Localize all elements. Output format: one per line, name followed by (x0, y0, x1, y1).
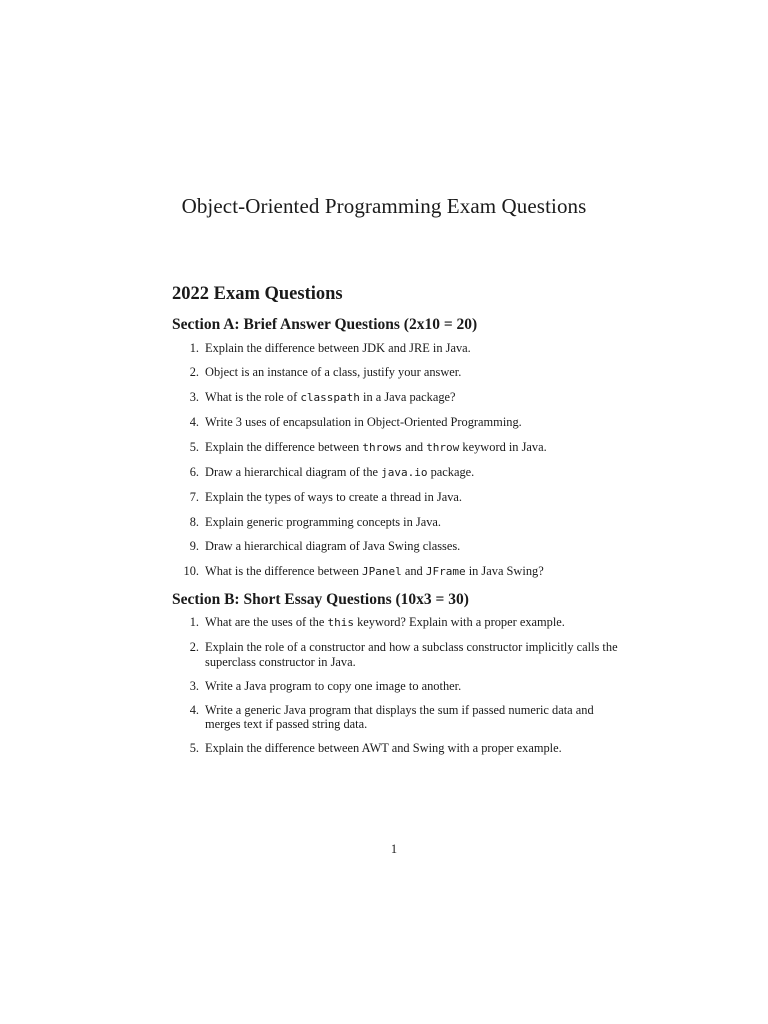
question-text-run: Explain generic programming concepts in Java. (205, 514, 442, 529)
exam-year-heading: 2022 Exam Questions (172, 284, 343, 304)
question-number: 3. (189, 389, 199, 404)
question-item (172, 615, 622, 631)
question-number: 2. (189, 640, 199, 655)
document-title: Object-Oriented Programming Exam Questions (181, 194, 587, 218)
question-text (205, 515, 441, 529)
question-item (172, 365, 622, 380)
question-text-run: keyword in Java. (459, 439, 547, 454)
question-number: 5. (189, 439, 199, 454)
page-number: 1 (390, 842, 398, 856)
code-term: throws (362, 440, 403, 454)
question-item (172, 679, 622, 694)
question-text-run: What is the difference between (205, 563, 362, 578)
question-item (172, 515, 622, 530)
section-b-question-list (172, 615, 622, 765)
code-term: java.io (381, 465, 428, 479)
question-text (205, 490, 462, 504)
question-text (205, 390, 456, 404)
question-text-run: Explain the types of ways to create a thread in Java. (205, 490, 463, 505)
question-number: 4. (189, 702, 199, 717)
question-text (205, 640, 618, 669)
question-text-run: Write a generic Java program that displays the sum if passed numeric data and merges text if passed string data. (205, 702, 594, 732)
question-text (205, 415, 522, 429)
question-number: 5. (189, 741, 199, 756)
question-text-run: and (402, 439, 427, 454)
code-term: classpath (300, 390, 360, 404)
code-term: throw (426, 440, 460, 454)
question-item (172, 341, 622, 356)
question-item (172, 490, 622, 505)
question-text (205, 341, 471, 355)
question-item (172, 440, 622, 456)
question-text-run: What are the uses of the (205, 615, 328, 629)
question-number: 3. (189, 678, 199, 693)
question-item (172, 465, 622, 481)
code-term: this (327, 616, 354, 629)
question-text-run: keyword? Explain with a proper example. (353, 615, 565, 629)
question-text-run: in Java Swing? (465, 563, 544, 578)
question-text-run: Object is an instance of a class, justify your answer. (205, 365, 462, 380)
question-item (172, 539, 622, 554)
question-text-run: Write a Java program to copy one image to another. (205, 678, 462, 693)
question-text-run: package. (427, 464, 475, 479)
question-number: 6. (189, 464, 199, 479)
question-text-run: Explain the difference between JDK and JRE in Java. (205, 341, 471, 355)
question-number: 1. (189, 615, 199, 629)
question-item (172, 415, 622, 430)
question-item (172, 741, 622, 756)
question-text-run: Explain the role of a constructor and how a subclass constructor implicitly calls the superclass constructor in Java. (205, 640, 618, 669)
section-a-heading: Section A: Brief Answer Questions (2x10 = 20) (172, 316, 478, 333)
question-text (205, 539, 460, 553)
question-text-run: Draw a hierarchical diagram of Java Swing classes. (205, 539, 461, 554)
question-text-run: Draw a hierarchical diagram of the (205, 464, 382, 479)
code-term: JPanel (362, 564, 402, 578)
question-number: 10. (183, 563, 199, 578)
question-number: 7. (189, 490, 199, 505)
question-text-run: Explain the difference between (205, 439, 363, 454)
question-text (205, 365, 461, 379)
question-item (172, 390, 622, 406)
question-item (172, 564, 622, 580)
question-item (172, 640, 622, 669)
question-text (205, 741, 562, 755)
question-item (172, 703, 622, 732)
question-text-run: and (401, 563, 426, 578)
question-text-run: in a Java package? (359, 389, 456, 404)
question-text-run: Write 3 uses of encapsulation in Object-Oriented Programming. (205, 415, 522, 430)
question-number: 1. (189, 341, 199, 355)
question-text (205, 679, 461, 693)
question-number: 8. (189, 514, 199, 529)
question-text (205, 465, 474, 479)
question-text (205, 703, 594, 732)
question-text (205, 615, 565, 629)
question-text-run: Explain the difference between AWT and Swing with a proper example. (205, 741, 562, 756)
question-number: 9. (189, 539, 199, 554)
question-text (205, 564, 544, 578)
question-text (205, 440, 547, 454)
question-text-run: What is the role of (205, 389, 301, 404)
section-a-question-list (172, 341, 622, 589)
question-number: 4. (189, 415, 199, 430)
question-number: 2. (189, 365, 199, 380)
section-b-heading: Section B: Short Essay Questions (10x3 = 30) (172, 591, 469, 608)
code-term: JFrame (425, 564, 466, 578)
